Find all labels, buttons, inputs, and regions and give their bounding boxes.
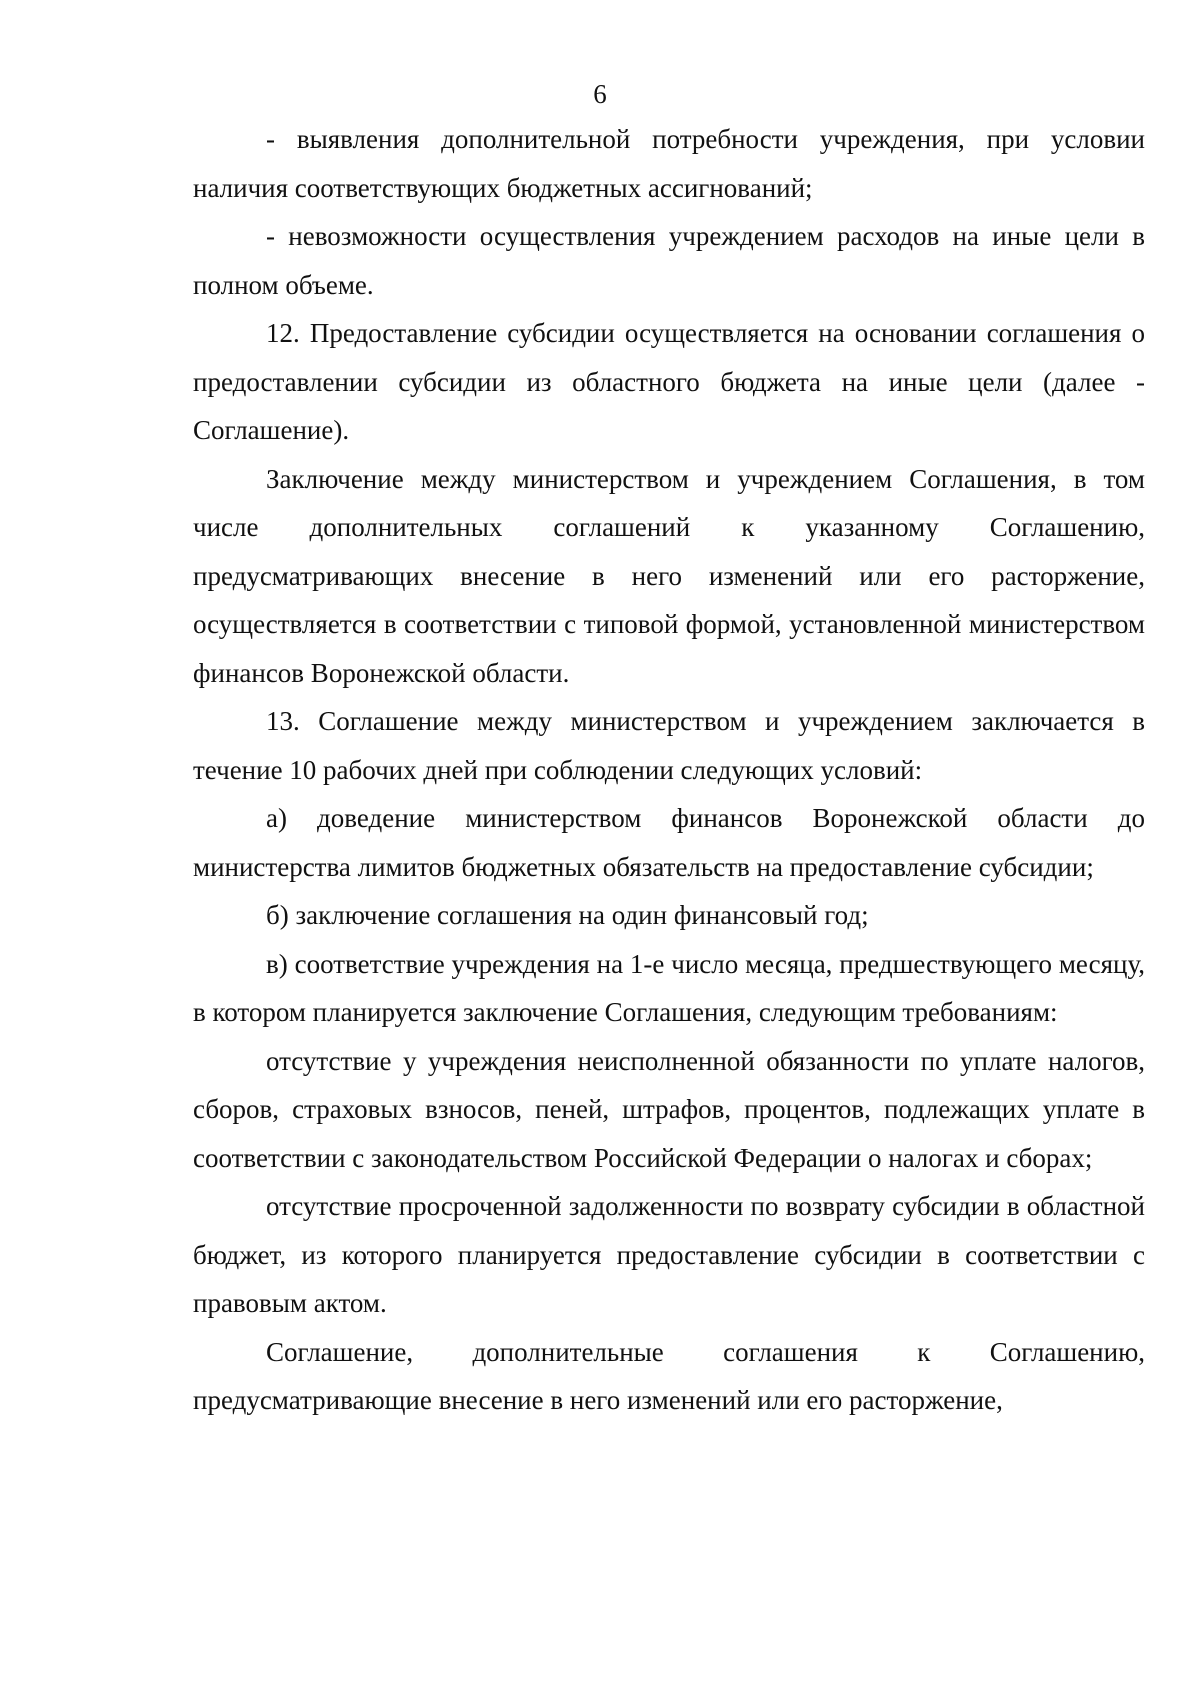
paragraph-agreement-amendments: Соглашение, дополнительные соглашения к Соглашению, предусматривающие внесение в него изменений или его расторжение, [193,1336,1145,1415]
page-number: 6 [593,79,607,109]
paragraph-item-13: 13. Соглашение между министерством и учреждением заключается в течение 10 рабочих дней при соблюдении следующих условий: [193,706,1145,785]
paragraph-item-12: 12. Предоставление субсидии осуществляется на основании соглашения о предоставлении субсидии из областного бюджета на иные цели (далее - Соглашение). [193,318,1145,445]
paragraph-condition-b: б) заключение соглашения на один финансовый год; [266,900,869,930]
document-body [193,115,1145,1425]
paragraph-need-identification: - выявления дополнительной потребности учреждения, при условии наличия соответствующих бюджетных ассигнований; [193,124,1145,203]
paragraph-no-overdue-debt: отсутствие просроченной задолженности по возврату субсидии в областной бюджет, из которого планируется предоставление субсидии в соответствии с правовым актом. [193,1191,1145,1318]
paragraph-agreement-conclusion: Заключение между министерством и учреждением Соглашения, в том числе дополнительных соглашений к указанному Соглашению, предусматривающих внесение в него изменений или его расторжение, осуществляется в соответствии с типовой формой, установленной министерством финансов Воронежской области. [193,463,1145,688]
paragraph-inability-expenses: - невозможности осуществления учреждением расходов на иные цели в полном объеме. [193,221,1145,300]
paragraph-condition-a: а) доведение министерством финансов Воронежской области до министерства лимитов бюджетных обязательств на предоставление субсидии; [193,803,1145,882]
paragraph-no-tax-debt: отсутствие у учреждения неисполненной обязанности по уплате налогов, сборов, страховых взносов, пеней, штрафов, процентов, подлежащих уплате в соответствии с законодательством Российской Федерации о налогах и сборах; [193,1045,1145,1173]
paragraph-condition-c: в) соответствие учреждения на 1-е число месяца, предшествующего месяцу, в котором планируется заключение Соглашения, следующим требованиям: [193,948,1145,1027]
